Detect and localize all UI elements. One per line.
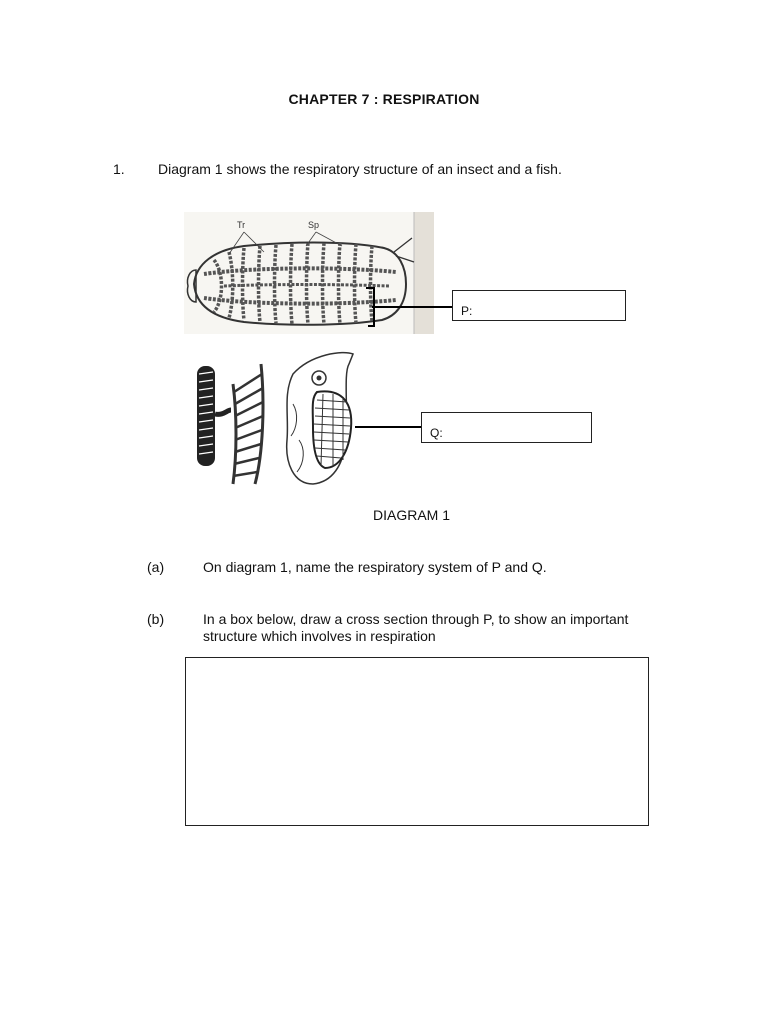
answer-box-p[interactable]	[452, 290, 626, 321]
part-a-text: On diagram 1, name the respiratory system of P and Q.	[203, 559, 547, 575]
label-p: P:	[461, 304, 473, 318]
pointer-line-p	[372, 306, 452, 308]
chapter-title: CHAPTER 7 : RESPIRATION	[288, 91, 480, 107]
label-q: Q:	[430, 426, 443, 440]
diagram-caption: DIAGRAM 1	[372, 507, 450, 523]
question-text: Diagram 1 shows the respiratory structure of an insect and a fish.	[158, 161, 562, 177]
drawing-answer-box[interactable]	[185, 657, 649, 826]
fish-diagram	[193, 344, 359, 496]
sp-label: Sp	[308, 220, 320, 230]
answer-box-q[interactable]	[421, 412, 592, 443]
fish-gill-drawing	[193, 344, 359, 496]
part-b-label: (b)	[147, 611, 165, 627]
insect-tracheal-drawing	[184, 212, 434, 334]
tr-label: Tr	[237, 220, 246, 230]
pointer-line-q	[355, 426, 421, 428]
part-b-text-line2: structure which involves in respiration	[203, 628, 436, 644]
question-number: 1.	[113, 161, 125, 177]
insect-diagram	[184, 212, 434, 334]
part-b-text-line1: In a box below, draw a cross section through P, to show an important	[203, 611, 629, 627]
part-a-label: (a)	[147, 559, 165, 575]
